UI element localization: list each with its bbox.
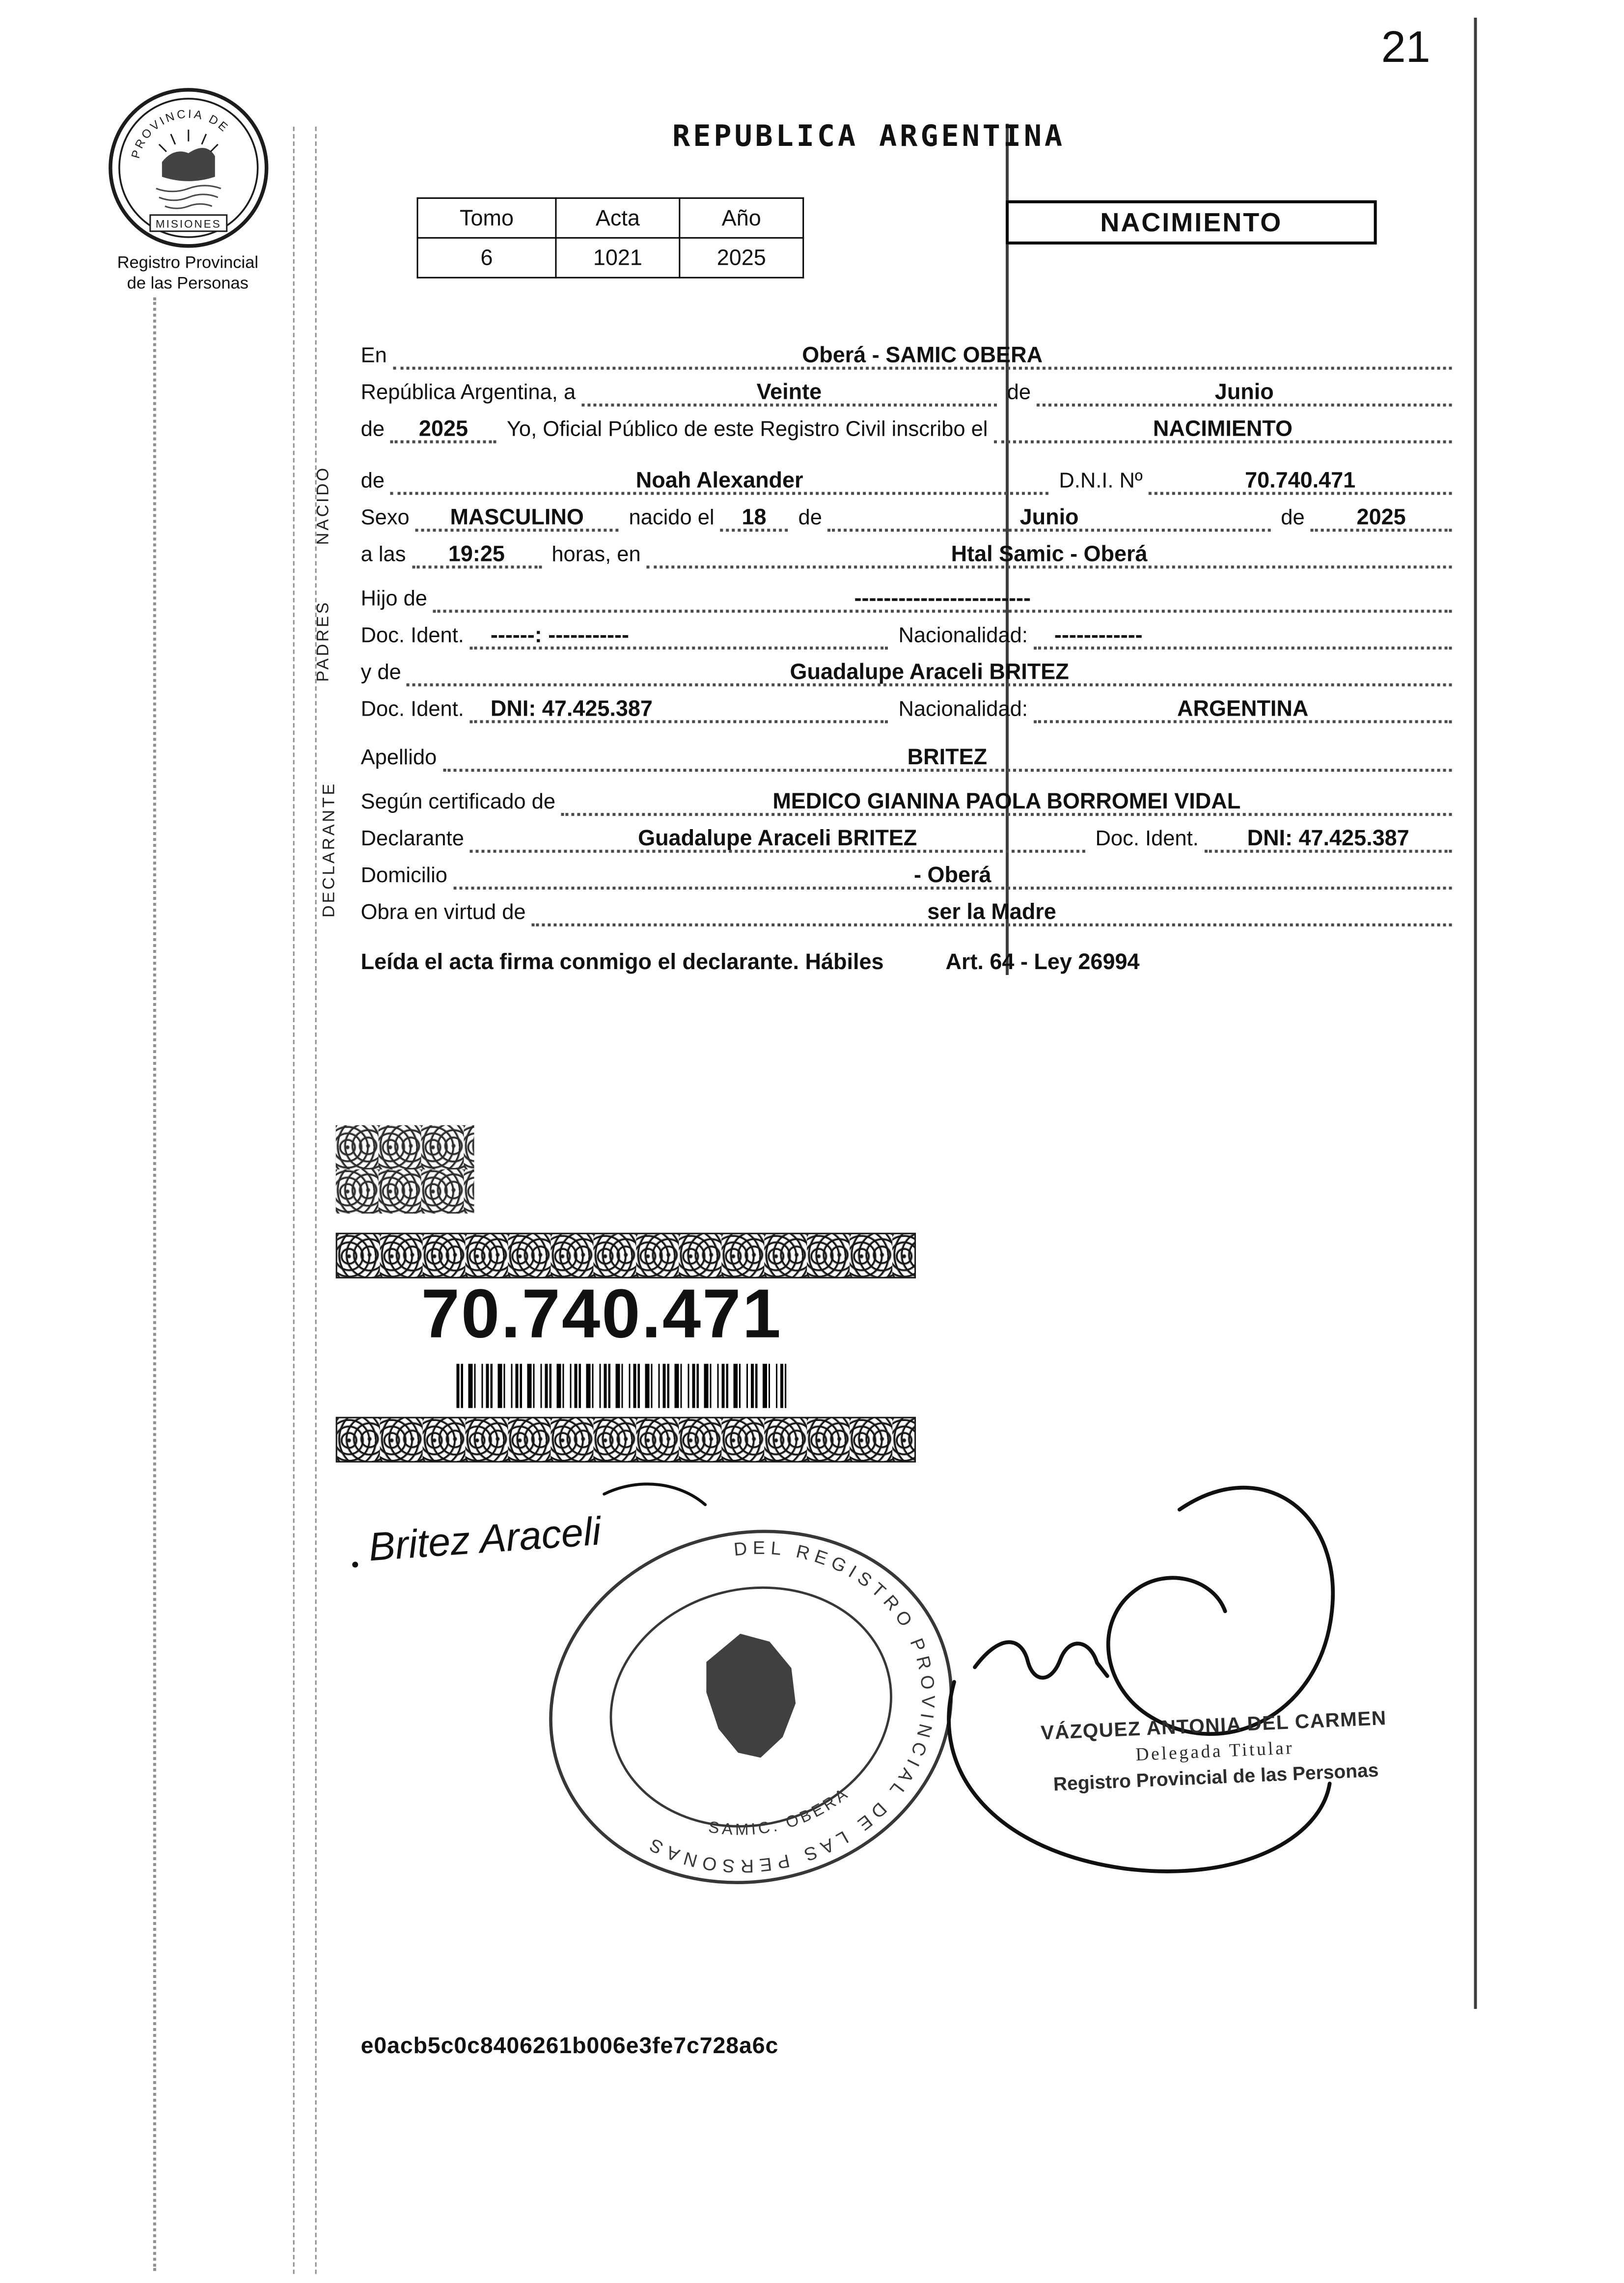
date-day-fill — [581, 370, 997, 407]
section-label-nacido: NACIDO — [315, 465, 333, 545]
signature-dot — [352, 1561, 358, 1568]
record-table-header-tomo: Tomo — [417, 198, 556, 238]
mother-doc-value: DNI: 47.425.387 — [490, 696, 653, 722]
logo-caption-line1: Registro Provincial — [117, 254, 259, 273]
guilloche-band-top — [336, 1233, 916, 1279]
person-dni-fill — [1149, 458, 1452, 495]
form-row-mother — [361, 649, 1452, 686]
record-table-header-acta: Acta — [556, 198, 680, 238]
record-table-header-row — [417, 198, 803, 238]
inscription-label1: de — [360, 418, 385, 442]
mother-value: Guadalupe Araceli BRITEZ — [790, 660, 1069, 685]
reason-value: ser la Madre — [927, 900, 1056, 925]
mother-doc-label1: Doc. Ident. — [360, 698, 464, 722]
father-value: ------------------------ — [854, 586, 1031, 612]
certificate-label: Según certificado de — [360, 791, 556, 815]
stamp-center-emblem — [694, 1624, 810, 1767]
time-place-fill — [647, 531, 1452, 568]
record-table-value-acta: 1021 — [556, 238, 680, 278]
birth-day-fill — [720, 495, 788, 531]
officer-organization: Registro Provincial de las Personas — [1052, 1758, 1379, 1795]
father-fill — [433, 576, 1452, 613]
form-closing-line — [361, 938, 1452, 975]
inscription-act-fill — [993, 407, 1452, 444]
form-row-date — [361, 370, 1452, 407]
mother-fill — [407, 649, 1452, 686]
officer-signature-strokes — [949, 1488, 1333, 1871]
birth-label4: de — [1281, 506, 1305, 530]
person-dni-value: 70.740.471 — [1245, 468, 1356, 494]
person-label2: D.N.I. Nº — [1059, 470, 1143, 494]
date-day-value: Veinte — [756, 380, 822, 405]
place-fill — [393, 333, 1452, 370]
birth-year-value: 2025 — [1356, 505, 1406, 530]
officer-signature — [878, 1444, 1364, 1908]
page-right-rule — [1474, 18, 1477, 2009]
birth-sex-fill — [415, 495, 619, 531]
act-type-box: NACIMIENTO — [1006, 200, 1377, 245]
declarant-signature-text: Britez Araceli — [367, 1509, 603, 1570]
signature-flourish — [604, 1480, 705, 1512]
birth-day-value: 18 — [742, 505, 767, 530]
mother-nationality-value: ARGENTINA — [1177, 696, 1309, 722]
father-nationality-value: ------------ — [1054, 623, 1143, 648]
form-row-certificate — [361, 779, 1452, 816]
page-number: 21 — [1381, 23, 1431, 72]
declarant-label1: Declarante — [360, 828, 464, 852]
mother-label: y de — [360, 661, 401, 685]
certificate-fill — [561, 779, 1452, 816]
declarant-name-value: Guadalupe Araceli BRITEZ — [638, 826, 917, 852]
form-row-time — [361, 531, 1452, 568]
registry-logo-caption — [74, 253, 302, 296]
closing-law-reference: Art. 64 - Ley 26994 — [945, 950, 1140, 975]
document-number: 70.740.471 — [421, 1274, 782, 1352]
person-label1: de — [360, 470, 385, 494]
inscription-year-value: 2025 — [418, 417, 468, 442]
logo-caption-line2: de las Personas — [127, 276, 248, 294]
record-table — [417, 197, 804, 278]
date-month-value: Junio — [1214, 380, 1274, 405]
left-dashed-rule-1 — [293, 127, 295, 2274]
date-label2: de — [1007, 381, 1031, 405]
form-row-birth — [361, 495, 1452, 531]
stamp-ring-text: DEL REGISTRO PROVINCIAL DE LAS PERSONAS — [641, 1537, 939, 1877]
form-row-surname — [361, 735, 1452, 772]
form-row-reason — [361, 890, 1452, 926]
father-doc-label2: Nacionalidad: — [898, 624, 1028, 648]
record-table-header-anio: Año — [680, 198, 803, 238]
document-title: REPUBLICA ARGENTINA — [672, 117, 1066, 153]
address-label: Domicilio — [360, 864, 448, 889]
father-doc-fill — [470, 613, 888, 649]
record-table-value-anio: 2025 — [680, 238, 803, 278]
record-table-value-row — [417, 238, 803, 278]
form-row-father-doc — [361, 613, 1452, 649]
form-row-mother-doc — [361, 686, 1452, 723]
mother-nationality-fill — [1034, 686, 1452, 723]
place-value: Oberá - SAMIC OBERA — [802, 343, 1043, 368]
certificate-value: MEDICO GIANINA PAOLA BORROMEI VIDAL — [772, 789, 1241, 815]
stamp-bottom-text: SAMIC. OBERA — [707, 1783, 853, 1838]
birth-label2: nacido el — [629, 506, 715, 530]
birth-sex-value: MASCULINO — [450, 505, 584, 530]
birth-label3: de — [798, 506, 822, 530]
time-fill — [412, 531, 542, 568]
surname-value: BRITEZ — [907, 745, 988, 771]
address-fill — [453, 853, 1452, 890]
birth-label1: Sexo — [360, 506, 410, 530]
seal-top-text: PROVINCIA DE — [129, 107, 232, 160]
father-nationality-fill — [1034, 613, 1452, 649]
declarant-doc-value: DNI: 47.425.387 — [1247, 826, 1409, 852]
inscription-year-fill — [390, 407, 496, 444]
father-doc-value: ------: ----------- — [490, 623, 630, 648]
form-row-father — [361, 576, 1452, 613]
officer-title: Delegada Titular — [1135, 1737, 1294, 1765]
closing-text: Leída el acta firma conmigo el declarante. Hábiles — [360, 950, 884, 975]
declarant-name-fill — [470, 816, 1085, 853]
birth-year-fill — [1311, 495, 1452, 531]
birth-month-value: Junio — [1019, 505, 1079, 530]
time-place-value: Htal Samic - Oberá — [951, 542, 1148, 567]
surname-fill — [442, 735, 1452, 772]
father-doc-label1: Doc. Ident. — [360, 624, 464, 648]
guilloche-band-bottom — [336, 1417, 916, 1463]
guilloche-fragment — [336, 1125, 474, 1214]
time-value: 19:25 — [448, 542, 505, 567]
form-row-address — [361, 853, 1452, 890]
certificate-form — [361, 333, 1452, 975]
form-row-place — [361, 333, 1452, 370]
inscription-act-value: NACIMIENTO — [1153, 417, 1293, 442]
address-value: - Oberá — [914, 863, 991, 889]
person-name-fill — [390, 458, 1048, 495]
seal-banner-text: MISIONES — [155, 218, 221, 230]
date-label1: República Argentina, a — [360, 381, 576, 405]
reason-fill — [532, 890, 1452, 926]
time-label2: horas, en — [551, 543, 641, 567]
document-barcode — [457, 1364, 787, 1408]
left-dotted-rule — [153, 298, 156, 2271]
declarant-label2: Doc. Ident. — [1095, 828, 1199, 852]
mother-doc-fill — [470, 686, 888, 723]
misiones-provincial-seal-logo — [106, 85, 271, 251]
birth-month-fill — [828, 495, 1270, 531]
father-label: Hijo de — [360, 587, 427, 612]
form-row-person — [361, 458, 1452, 495]
person-name-value: Noah Alexander — [635, 468, 803, 494]
officer-name: VÁZQUEZ ANTONIA DEL CARMEN — [1040, 1706, 1387, 1744]
section-label-declarante: DECLARANTE — [321, 781, 339, 918]
place-label: En — [360, 344, 387, 368]
reason-label: Obra en virtud de — [360, 901, 526, 925]
inscription-label2: Yo, Oficial Público de este Registro Civil inscribo el — [506, 418, 988, 442]
form-row-inscription — [361, 407, 1452, 444]
date-month-fill — [1037, 370, 1452, 407]
time-label1: a las — [360, 543, 406, 567]
verification-hash: e0acb5c0c8406261b006e3fe7c728a6c — [360, 2033, 779, 2059]
mother-doc-label2: Nacionalidad: — [898, 698, 1028, 722]
surname-label: Apellido — [360, 747, 437, 771]
form-row-declarant — [361, 816, 1452, 853]
section-label-padres: PADRES — [315, 600, 333, 682]
declarant-doc-fill — [1205, 816, 1452, 853]
record-table-value-tomo: 6 — [417, 238, 556, 278]
